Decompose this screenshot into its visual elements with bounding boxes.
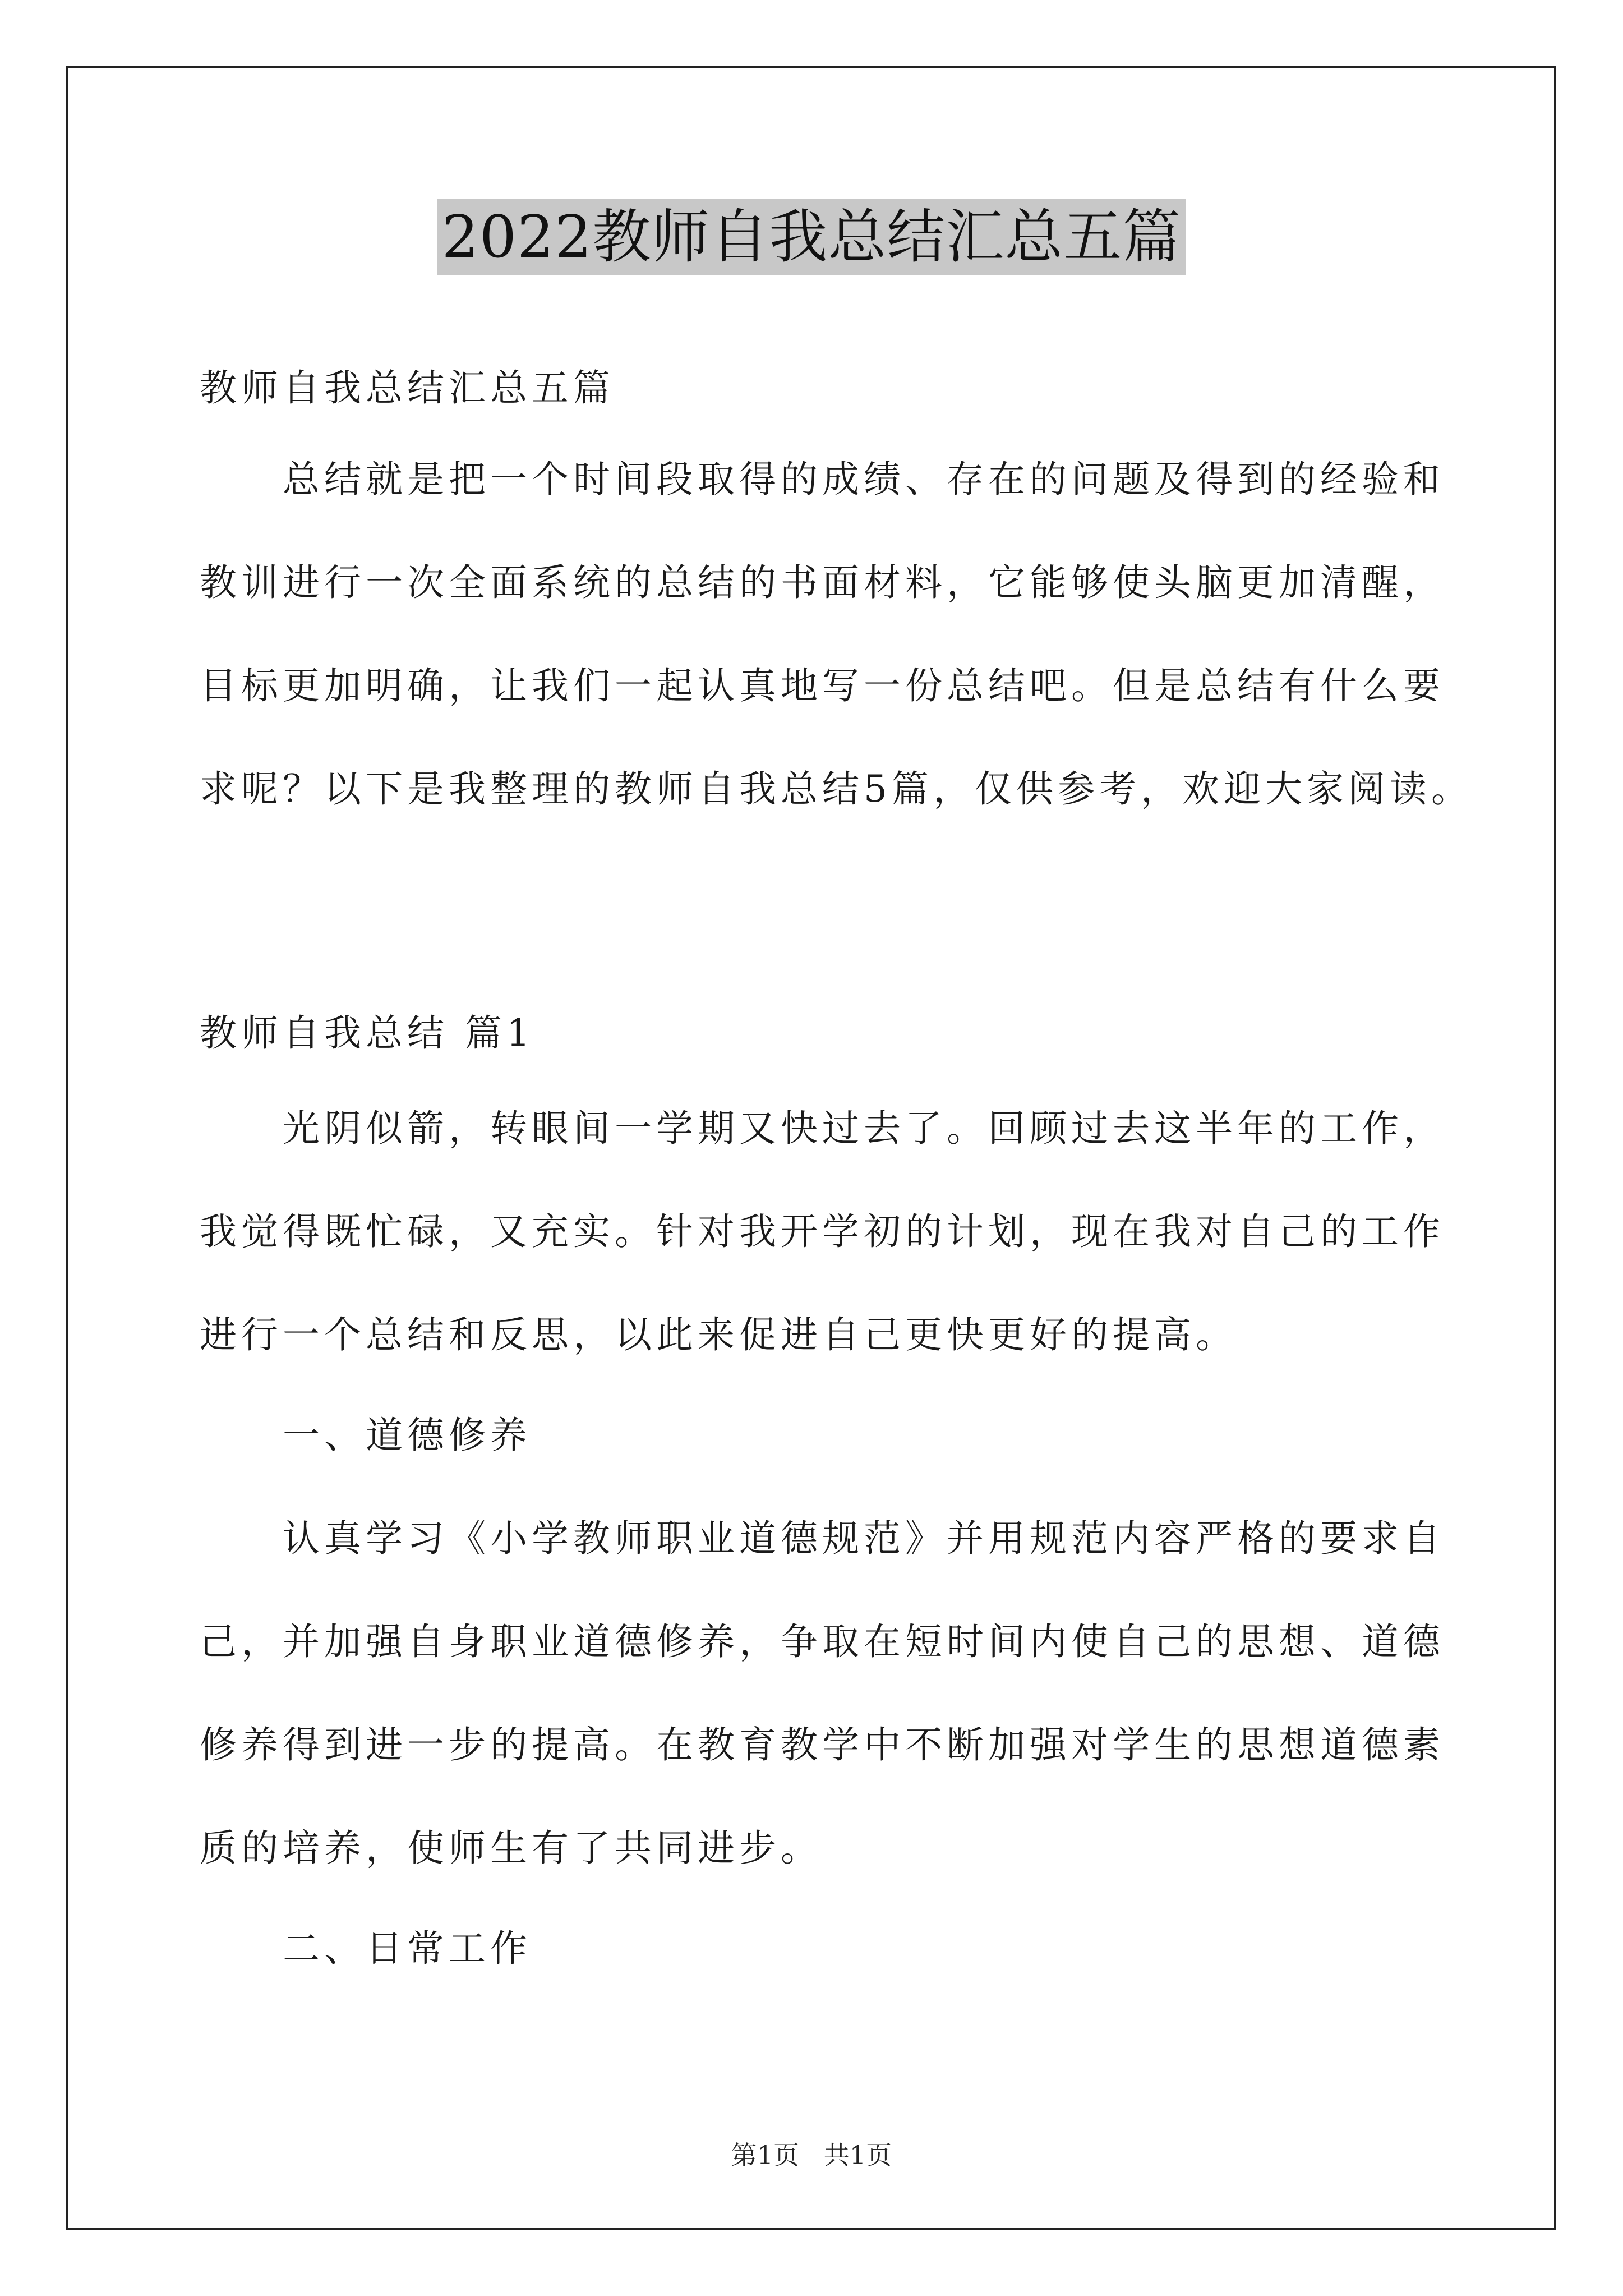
intro-line-1: 总结就是把一个时间段取得的成绩、存在的问题及得到的经验和	[283, 458, 1445, 501]
intro-line-4: 求呢？以下是我整理的教师自我总结5篇，仅供参考，欢迎大家阅读。	[200, 767, 1473, 811]
section-heading: 教师自我总结 篇1	[200, 1011, 534, 1055]
heading-moral: 一、道德修养	[283, 1414, 532, 1457]
para2-line-3: 修养得到进一步的提高。在教育教学中不断加强对学生的思想道德素	[200, 1723, 1445, 1766]
para1-line-2: 我觉得既忙碌，又充实。针对我开学初的计划，现在我对自己的工作	[200, 1210, 1445, 1253]
intro-line-2: 教训进行一次全面系统的总结的书面材料，它能够使头脑更加清醒，	[200, 561, 1445, 604]
para2-line-2: 己，并加强自身职业道德修养，争取在短时间内使自己的思想、道德	[200, 1620, 1445, 1663]
document-subtitle: 教师自我总结汇总五篇	[200, 366, 615, 409]
para1-line-1: 光阴似箭，转眼间一学期又快过去了。回顾过去这半年的工作，	[283, 1107, 1445, 1150]
para1-line-3: 进行一个总结和反思，以此来促进自己更快更好的提高。	[200, 1313, 1237, 1356]
intro-line-3: 目标更加明确，让我们一起认真地写一份总结吧。但是总结有什么要	[200, 664, 1445, 707]
para2-line-1: 认真学习《小学教师职业道德规范》并用规范内容严格的要求自	[283, 1517, 1445, 1560]
document-title: 2022教师自我总结汇总五篇	[437, 199, 1186, 275]
para2-line-4: 质的培养，使师生有了共同进步。	[200, 1826, 822, 1870]
heading-daily-work: 二、日常工作	[283, 1927, 532, 1970]
title-container	[0, 199, 1623, 275]
page-footer: 第1页 共1页	[731, 2140, 892, 2170]
